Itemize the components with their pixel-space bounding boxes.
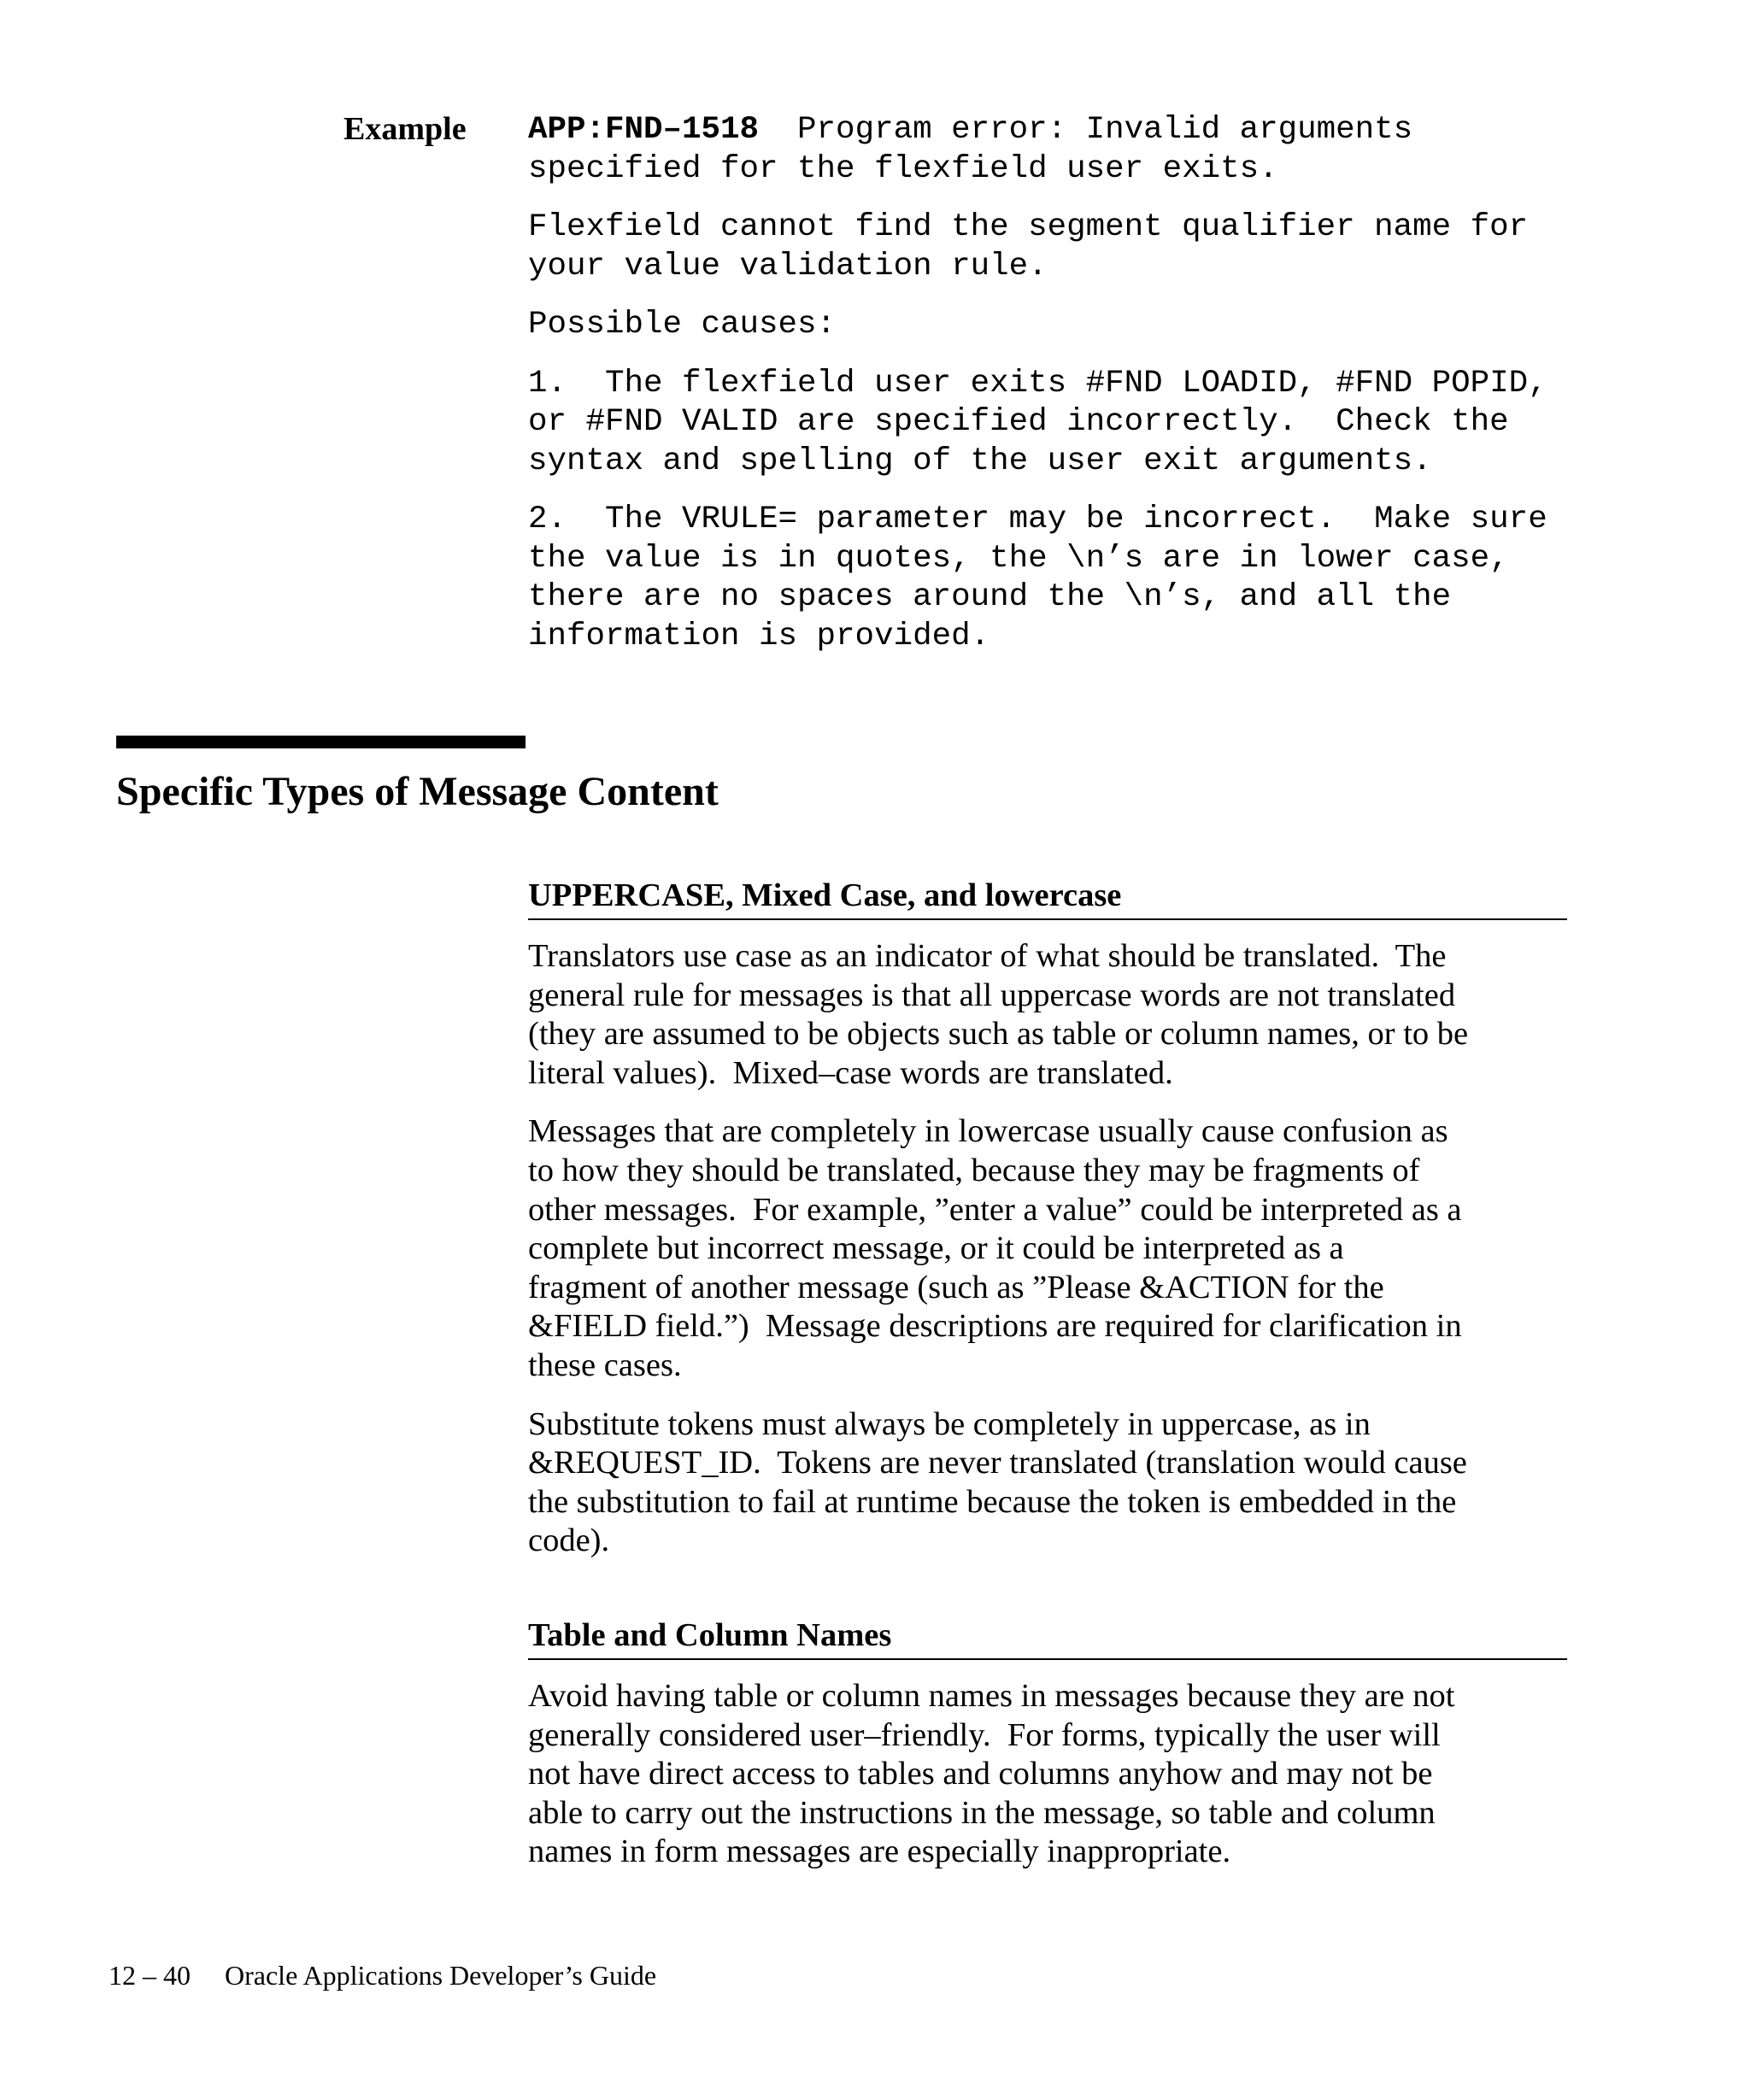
message-code: APP:FND–1518: [528, 112, 760, 148]
section-title: Specific Types of Message Content: [116, 769, 719, 814]
section-rule: [116, 736, 526, 748]
example-paragraph: 2. The VRULE= parameter may be incorrect. Make sure the value is in quotes, the \n’s are in lower case, there are no spaces around the \n’s, and all the information is provided.: [528, 502, 1547, 654]
body-paragraph: Avoid having table or column names in messages because they are not generally considered user–friendly. For forms, typically the user will not have direct access to tables and columns anyhow and may not be able to carry out the instructions in the message, so table and column names in form messages are especially inappropriate.: [528, 1678, 1455, 1870]
body-paragraph: Substitute tokens must always be completely in uppercase, as in &REQUEST_ID. Tokens are never translated (translation would cause the substitution to fail at runtime because the token is embedded in the code).: [528, 1405, 1467, 1559]
subsection-heading: Table and Column Names: [528, 1616, 1567, 1660]
page-number: 12 – 40: [109, 1960, 191, 1991]
example-first-paragraph: [528, 111, 1588, 189]
body-paragraph: Messages that are completely in lowercase usually cause confusion as to how they should be translated, because they may be fragments of other messages. For example, ”enter a value” could be interpreted as a complete but incorrect message, or it could be interpreted as a fragment of another message (such as ”Please &ACTION for the &FIELD field.”) Message descriptions are required for clarification in these cases.: [528, 1113, 1462, 1383]
example-paragraph: Flexfield cannot find the segment qualifier name for your value validation rule.: [528, 209, 1529, 284]
message-text: Program error: Invalid arguments specified for the flexfield user exits.: [528, 112, 1413, 187]
subsection-case: [528, 876, 1567, 1581]
example-paragraph: 1. The flexfield user exits #FND LOADID, #FND POPID, or #FND VALID are specified incorrectly. Check the syntax and spelling of the user exit arguments.: [528, 365, 1547, 479]
subsection-table-column-names: [528, 1616, 1567, 1892]
example-message: [528, 111, 1588, 676]
body-paragraph: Translators use case as an indicator of what should be translated. The general rule for messages is that all uppercase words are not translated (they are assumed to be objects such as table or column names, or to be literal values). Mixed–case words are translated.: [528, 938, 1469, 1091]
example-label: Example: [344, 111, 467, 147]
example-paragraph: Possible causes:: [528, 307, 837, 343]
page-footer: [109, 1958, 656, 1992]
subsection-heading: UPPERCASE, Mixed Case, and lowercase: [528, 876, 1567, 920]
subsection-body: [528, 1677, 1567, 1872]
book-title: Oracle Applications Developer’s Guide: [225, 1960, 657, 1991]
subsection-body: [528, 937, 1567, 1561]
